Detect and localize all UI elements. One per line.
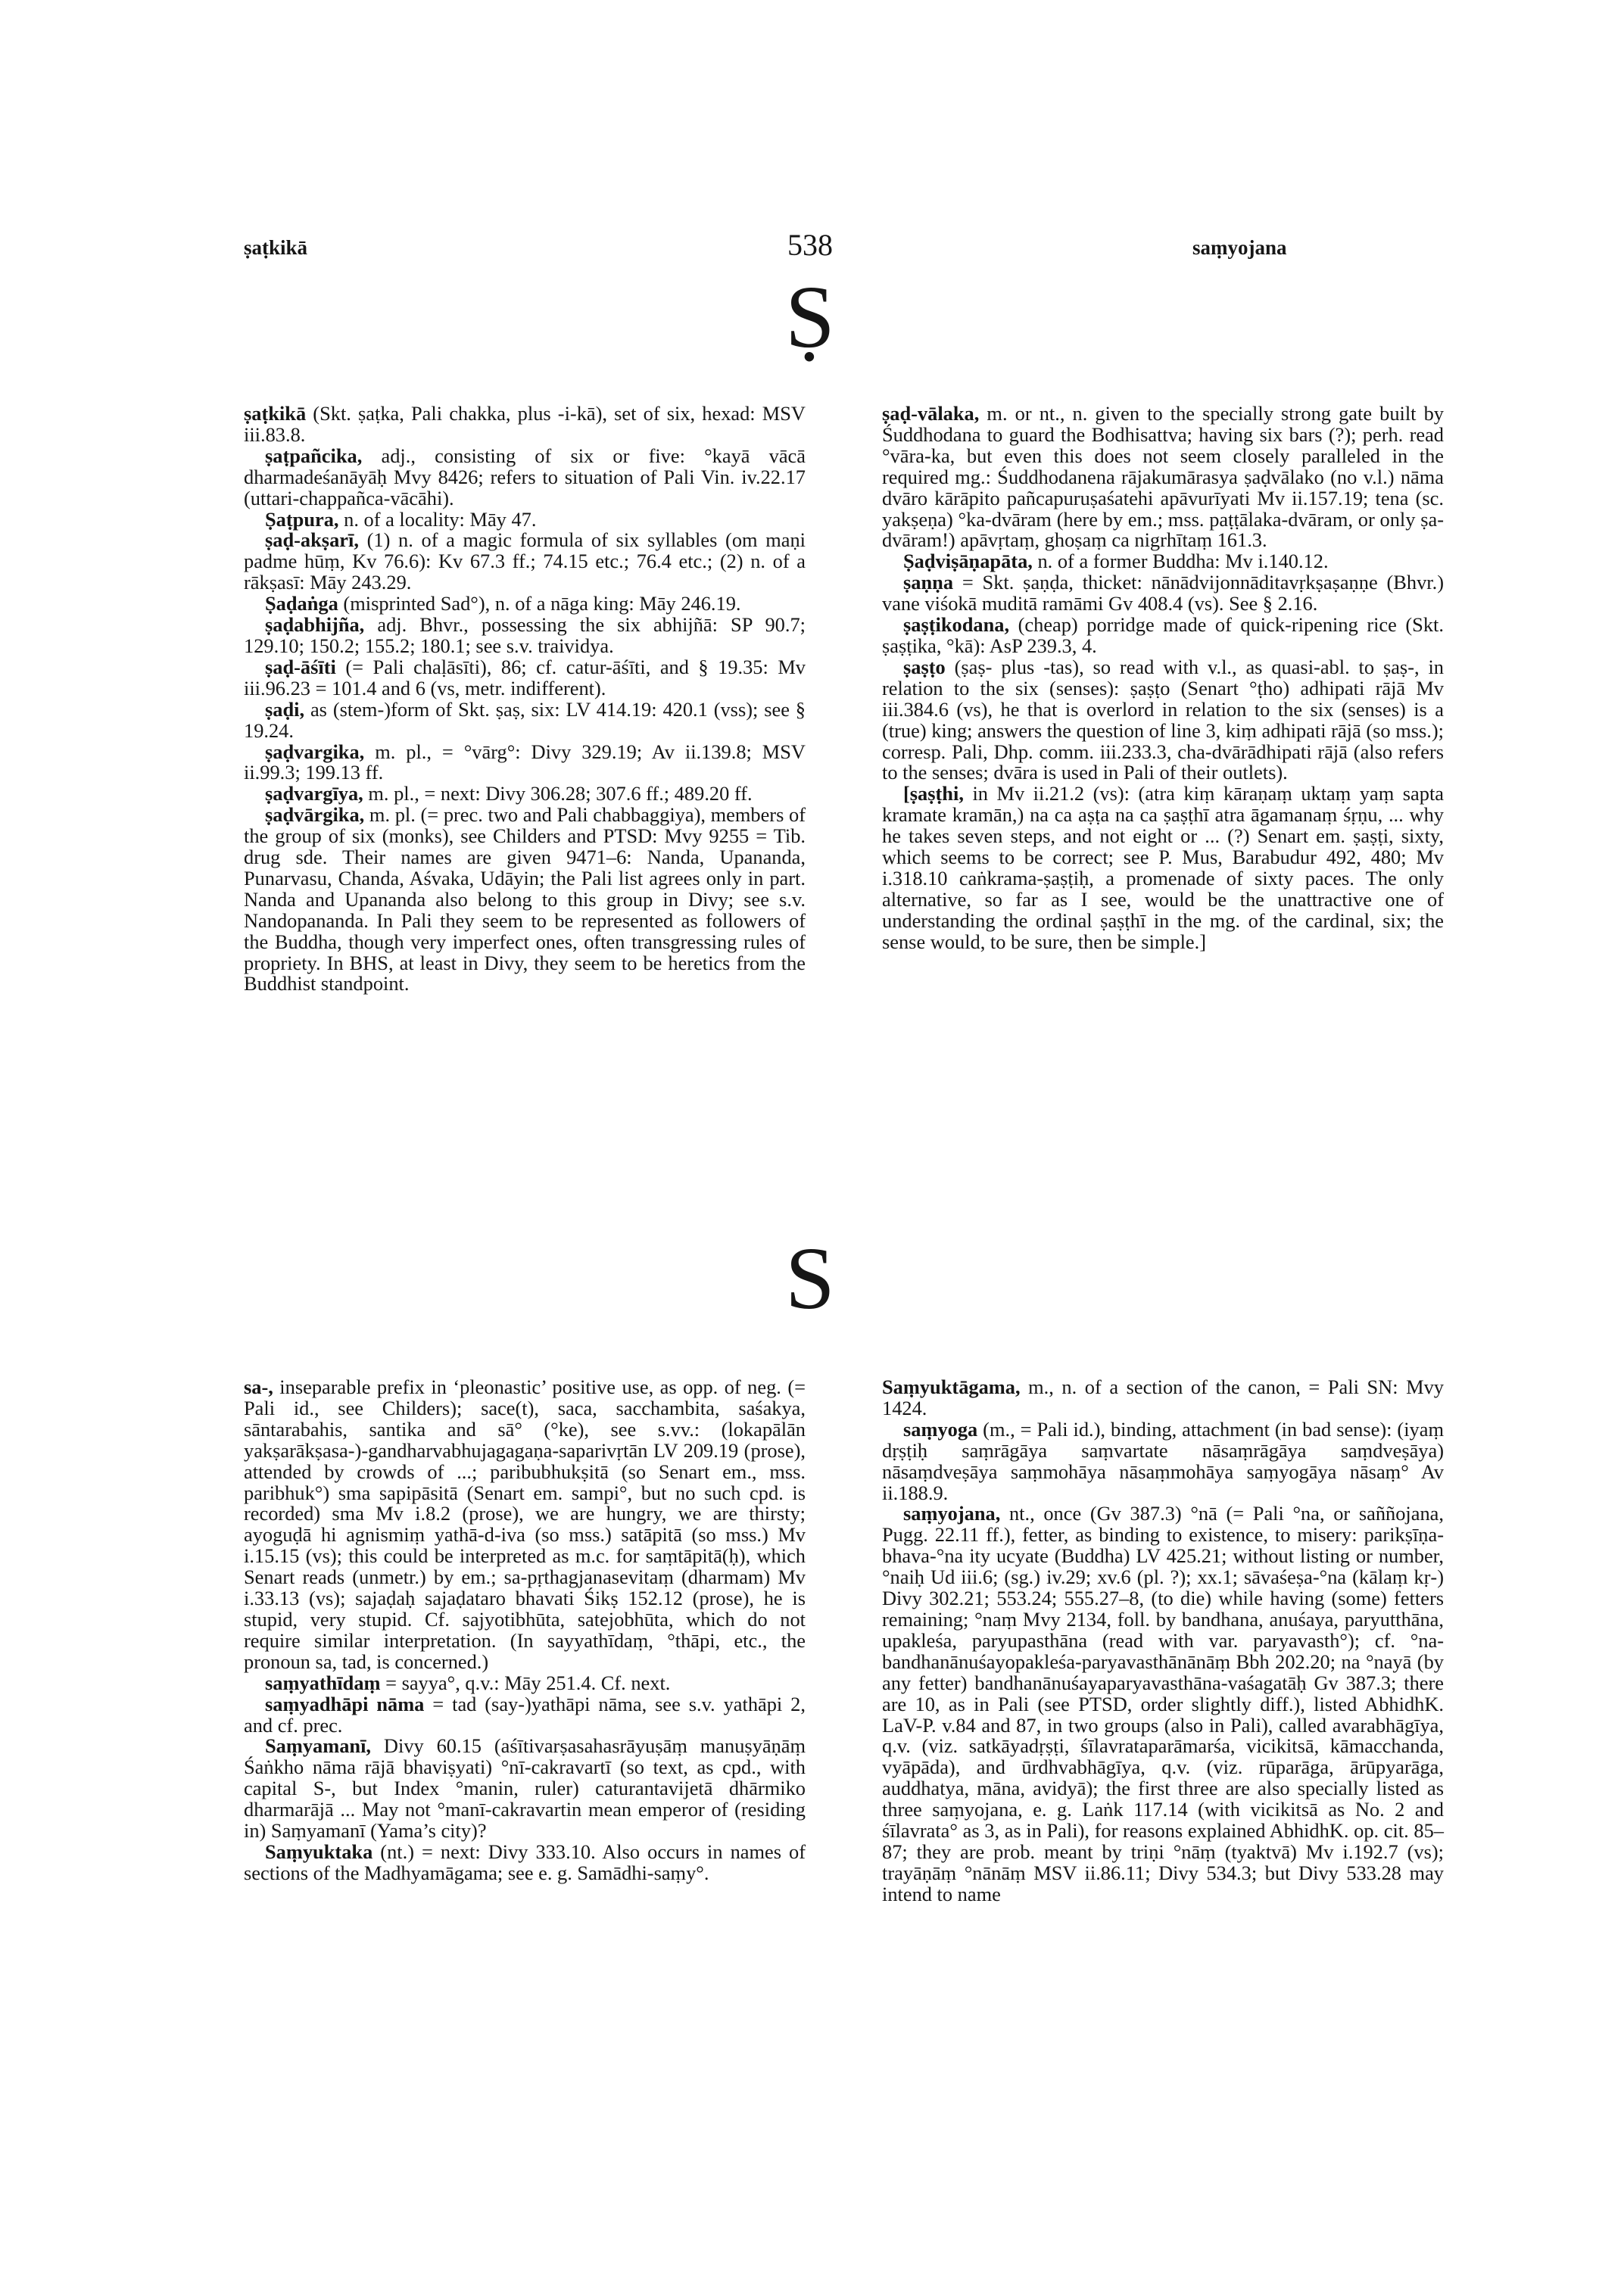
entry-headword: saṃyojana,: [903, 1502, 1001, 1525]
dictionary-entry: [244, 657, 806, 699]
entry-body: m. pl., = °vārg°: Divy 329.19; Av ii.139.8; MSV ii.99.3; 199.13 ff.: [244, 740, 806, 784]
entry-headword: sa-,: [244, 1375, 273, 1398]
dictionary-entry: [244, 1694, 806, 1737]
entry-headword: ṣaḍvārgika,: [265, 803, 365, 827]
page-number: 538: [787, 228, 833, 262]
entry-body: nt., once (Gv 387.3) °nā (= Pali °na, or saññojana, Pugg. 22.11 ff.), fetter, as binding to existence, to misery: parikṣīṇa-bhava-°na ity ucyate (Buddha) LV 425.21; without listing or number, °naiḥ Ud iii.6; (sg.) iv.29; xv.6 (pl. ?); xx.1; sāvaśeṣa-°na (kālaṃ kṛ-) Divy 302.21; 553.24; 555.27–8, (to die) while having (some) fetters remaining; °naṃ Mvy 2134, foll. by bandhana, anuśaya, paryutthāna, upakleśa, paryupasthāna (read with var. paryavasth°); cf. °na-bandhanānuśayopakleśa-paryavasthānānāṃ Bbh 202.20; na °nayā (by any fetter) bandhanānuśayaparyavasthāna-vaśagatāḥ Gv 387.3; there are 10, as in Pali (see PTSD, order slightly diff.), listed AbhidhK. LaV-P. v.84 and 87, in two groups (also in Pali), called avarabhāgīya, q.v. (viz. satkāyadṛṣṭi, śīlavrataparāmarśa, vicikitsā, kāmacchanda, vyāpāda), and ūrdhvabhāgīya, q.v. (viz. rūparāga, ārūpyarāga, auddhatya, māna, avidyā); the first three are also specially listed as three saṃyojana, e. g. Laṅk 117.14 (with vicikitsā as No. 2 and śīlavrata° as 3, as in Pali), for reasons explained AbhidhK. op. cit. 85–87; they are prob. meant by triṇi °nāṃ (tyaktvā) Mv i.192.7 (vs); trayāṇāṃ °nānāṃ MSV ii.86.11; Divy 534.3; but Divy 533.28 may intend to name: [882, 1502, 1444, 1905]
entry-headword: saṃyoga: [903, 1417, 978, 1441]
dictionary-entry: [882, 1419, 1444, 1504]
dictionary-entry: [244, 1377, 806, 1673]
entry-body: m., n. of a section of the canon, = Pali SN: Mvy 1424.: [882, 1375, 1444, 1419]
entry-body: n. of a locality: Māy 47.: [338, 507, 537, 531]
entry-body: = tad (say-)yathāpi nāma, see s.v. yathāpi 2, and cf. prec.: [244, 1692, 806, 1737]
left-running-headword: ṣaṭkikā: [244, 236, 308, 259]
entry-headword: ṣaḍvargika,: [265, 740, 365, 763]
entry-headword: ṣaḍvargīya,: [265, 782, 363, 805]
entry-headword: ṣaḍ-akṣarī,: [265, 528, 359, 552]
dictionary-entry: [244, 403, 806, 446]
dictionary-entry: [882, 403, 1444, 551]
dictionary-entry: [244, 615, 806, 657]
dictionary-entry: [244, 1673, 806, 1694]
entry-body: m. or nt., n. given to the specially strong gate built by Śuddhodana to guard the Bodhisattva; having six bars (?); perh. read °vāra-ka, but even this does not seem closely paralleled in the required mg.: Śuddhodanena rājakumārasya ṣaḍvālako (no v.l.) nāma dvāro kārāpito pañcapuruṣaśatehi apāvurīyati Mv ii.157.19; tena (sc. yakṣeṇa) °ka-dvāram (here by em.; mss. paṭṭālaka-dvāram, or only ṣa-dvāram!) apāvṛtaṃ, ghoṣaṃ ca nigrhītaṃ 161.3.: [882, 402, 1444, 552]
entry-headword: [ṣaṣṭhi,: [903, 782, 964, 805]
entry-body: (ṣaṣ- plus -tas), so read with v.l., as quasi-abl. to ṣaṣ-, in relation to the six (senses): ṣaṣṭo (Senart °ṭho) adhipati rājā Mv iii.384.6 (vs), he that is overlord in relation to the six (senses) is a (true) king; answers the question of line 3, kiṃ adhipati rājā (so mss.); corresp. Pali, Dhp. comm. iii.233.3, cha-dvārādhipati rājā (also refers to the senses; dvāra is used in Pali of their outlets).: [882, 655, 1444, 784]
entry-body: (nt.) = next: Divy 333.10. Also occurs in names of sections of the Madhyamāgama; see e. g. Samādhi-saṃy°.: [244, 1840, 806, 1884]
entry-headword: ṣaḍ-āśīti: [265, 655, 336, 678]
entry-headword: ṣaṇṇa: [903, 571, 954, 594]
upper-left-column: [244, 403, 806, 995]
dictionary-entry: [882, 1503, 1444, 1905]
entry-body: inseparable prefix in ‘pleonastic’ positive use, as opp. of neg. (= Pali id., see Childers); sace(t), saca, sacchambita, saśakya, sāntarabahis, santika and sā° (°ke), see s.vv.: (lokapālān yakṣarākṣasa-)-gandharvabhujagagaṇa-saparivṛtān LV 209.19 (prose), attended by crowds of ...; paribubhukṣitā (so Senart em., mss. paribhuk°) sma sapipāsitā (Senart em. sampi°, but no such cpd. is recorded) sma Mv i.8.2 (prose), we are hungry, we are thirsty; ayoguḍā hi agnismiṃ yathā-d-iva (so mss.) satāpitā (so mss.) Mv i.15.15 (vs); this could be interpreted as m.c. for saṃtāpitā(ḥ), which Senart reads (unmetr.) by em.; sa-pṛthagjanasevitaṃ (dharmam) Mv i.33.13 (vs); sajaḍaḥ sajaḍataro bhavati Śikṣ 152.12 (prose), he is stupid, very stupid. Cf. sajyotibhūta, satejobhūta, which do not require similar interpretation. (In sayyathīdaṃ, °thāpi, etc., the pronoun sa, tad, is concerned.): [244, 1375, 806, 1673]
dictionary-entry: [244, 742, 806, 784]
dictionary-entry: [882, 615, 1444, 657]
dictionary-entry: [244, 1842, 806, 1884]
dictionary-entry: [244, 1736, 806, 1842]
entry-headword: Saṃyuktāgama,: [882, 1375, 1021, 1398]
entry-body: adj. Bhvr., possessing the six abhijñā: SP 90.7; 129.10; 150.2; 155.2; 180.1; see s.v. traividya.: [244, 613, 806, 657]
right-running-headword: saṃyojana: [1192, 236, 1287, 259]
entry-headword: ṣaṣṭo: [903, 655, 946, 678]
entry-headword: saṃyadhāpi nāma: [265, 1692, 425, 1715]
dictionary-entry: [244, 594, 806, 615]
dictionary-entry: [882, 657, 1444, 784]
entry-body: m. pl., = next: Divy 306.28; 307.6 ff.; 489.20 ff.: [363, 782, 753, 805]
dictionary-entry: [882, 1377, 1444, 1419]
section-letter-upper: Ṣ: [785, 267, 835, 366]
dictionary-entry: [882, 572, 1444, 615]
entry-headword: ṣaṭpañcika,: [265, 444, 363, 467]
dictionary-entry: [244, 699, 806, 742]
entry-body: Divy 60.15 (aśītivarṣasahasrāyuṣāṃ manuṣyāṇāṃ Śaṅkho nāma rājā bhaviṣyati) °nī-cakravartī (so text, as cpd., with capital S-, but Index °manin, ruler) caturantavijetā dhārmiko dharmarājā ... May not °manī-cakravartin mean emperor of (residing in) Saṃyamanī (Yama’s city)?: [244, 1734, 806, 1843]
dictionary-entry: [244, 530, 806, 594]
dictionary-entry: [882, 551, 1444, 572]
entry-body: as (stem-)form of Skt. ṣaṣ, six: LV 414.19: 420.1 (vss); see § 19.24.: [244, 697, 806, 742]
entry-headword: Ṣaḍaṅga: [265, 592, 338, 615]
section-letter-lower: S: [785, 1229, 835, 1328]
entry-body: adj., consisting of six or five: °kayā vācā dharmadeśanāyāḥ Mvy 8426; refers to situation of Pali Vin. iv.22.17 (uttari-chappañca-vācāhi).: [244, 444, 806, 509]
entry-headword: Ṣaḍviṣāṇapāta,: [903, 550, 1033, 573]
entry-body: (m., = Pali id.), binding, attachment (in bad sense): (iyaṃ dṛṣṭiḥ saṃrāgāya saṃvartate nāsaṃrāgāya saṃdveṣāya) nāsaṃdveṣāya saṃmohāya nāsaṃmohāya saṃyogāya nāsaṃ° Av ii.188.9.: [882, 1417, 1444, 1504]
dictionary-entry: [244, 446, 806, 509]
upper-right-column: [882, 403, 1444, 953]
dictionary-entry: [882, 784, 1444, 952]
entry-headword: Saṃyuktaka: [265, 1840, 373, 1863]
entry-headword: ṣaṭkikā: [244, 402, 307, 425]
entry-body: (1) n. of a magic formula of six syllables (om maṇi padme hūṃ, Kv 76.6): Kv 67.3 ff.; 74.15 etc.; 76.4 etc.; (2) n. of a rākṣasī: Māy 243.29.: [244, 528, 806, 594]
entry-headword: ṣaḍabhijña,: [265, 613, 365, 637]
entry-body: m. pl. (= prec. two and Pali chabbaggiya), members of the group of six (monks), see Childers and PTSD: Mvy 9255 = Tib. drug sde. Their names are given 9471–6: Nanda, Upananda, Punarvasu, Chanda, Aśvaka, Udāyin; the Pali list agrees only in part. Nanda and Upananda also belong to this group in Divy; see s.v. Nandopananda. In Pali they seem to be represented as followers of the Buddha, though very imperfect ones, often transgressing rules of propriety. In BHS, at least in Divy, they seem to be heretics from the Buddhist standpoint.: [244, 803, 806, 995]
entry-body: n. of a former Buddha: Mv i.140.12.: [1032, 550, 1329, 573]
entry-body: in Mv ii.21.2 (vs): (atra kiṃ kāraṇaṃ uktaṃ yaṃ sapta kramate kramān,) na ca aṣṭa na ca ṣaṣṭhī atra āgamanaṃ śṛṇu, ... why he takes seven steps, and not eight or ... (?) Senart em. ṣaṣṭi, sixty, which seems to be correct; see P. Mus, Barabudur 492, 480; Mv i.318.10 caṅkrama-ṣaṣṭiḥ, a promenade of sixty paces. The only alternative, so far as I see, would be the unattractive one of understanding the ordinal ṣaṣṭhī in the mg. of the cardinal, six; the sense would, to be sure, then be simple.]: [882, 782, 1444, 953]
entry-headword: Ṣaṭpura,: [265, 507, 339, 531]
lower-right-column: [882, 1377, 1444, 1905]
dictionary-entry: [244, 784, 806, 805]
entry-body: = Skt. ṣaṇḍa, thicket: nānādvijonnāditavṛkṣaṣaṇṇe (Bhvr.) vane viśokā muditā ramāmi Gv 408.4 (vs). See § 2.16.: [882, 571, 1444, 615]
entry-headword: saṃyathīdaṃ: [265, 1671, 381, 1694]
entry-body: = sayya°, q.v.: Māy 251.4. Cf. next.: [380, 1671, 671, 1694]
entry-body: (cheap) porridge made of quick-ripening rice (Skt. ṣaṣṭika, °kā): AsP 239.3, 4.: [882, 613, 1444, 657]
lower-left-column: [244, 1377, 806, 1884]
dictionary-entry: [244, 509, 806, 531]
entry-headword: ṣaḍi,: [265, 697, 305, 721]
entry-headword: ṣaṣṭikodana,: [903, 613, 1010, 637]
entry-headword: ṣaḍ-vālaka,: [882, 402, 980, 425]
dictionary-entry: [244, 805, 806, 995]
entry-body: (misprinted Sad°), n. of a nāga king: Māy 246.19.: [338, 592, 741, 615]
entry-body: (= Pali chaḷāsīti), 86; cf. catur-āśīti, and § 19.35: Mv iii.96.23 = 101.4 and 6 (vs, metr. indifferent).: [244, 655, 806, 699]
entry-headword: Saṃyamanī,: [265, 1734, 372, 1758]
entry-body: (Skt. ṣaṭka, Pali chakka, plus -i-kā), set of six, hexad: MSV iii.83.8.: [244, 402, 806, 446]
